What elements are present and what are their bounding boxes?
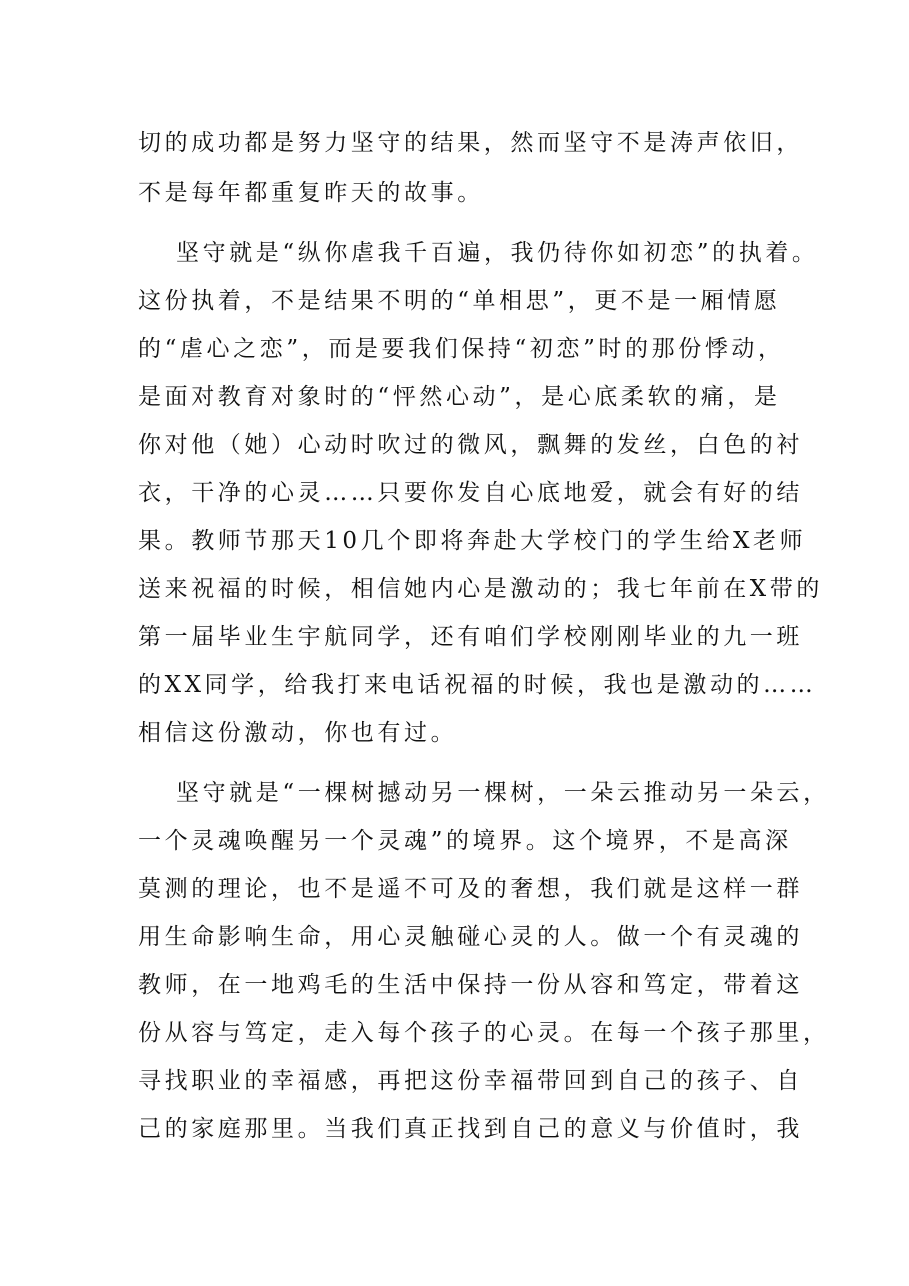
text-line: 果。教师节那天10几个即将奔赴大学校门的学生给X老师 [138,528,807,554]
text-line: 送来祝福的时候，相信她内心是激动的；我七年前在X带的 [138,576,823,602]
text-line: 第一届毕业生宇航同学，还有咱们学校刚刚毕业的九一班 [138,624,803,650]
text-line: 不是每年都重复昨天的故事。 [138,180,484,206]
text-line: 莫测的理论，也不是遥不可及的奢想，我们就是这样一群 [138,876,803,902]
text-line: 是面对教育对象时的“怦然心动”，是心底柔软的痛，是 [138,384,781,410]
text-line: 一个灵魂唤醒另一个灵魂”的境界。这个境界，不是高深 [138,828,792,854]
text-line: 切的成功都是努力坚守的结果，然而坚守不是涛声依旧， [138,130,803,156]
text-line: 教师，在一地鸡毛的生活中保持一份从容和笃定，带着这 [138,972,803,998]
text-line: 相信这份激动，你也有过。 [138,720,458,746]
text-line: 这份执着，不是结果不明的“单相思”，更不是一厢情愿 [138,288,781,314]
text-line: 寻找职业的幸福感，再把这份幸福带回到自己的孩子、自 [138,1068,803,1094]
text-line: 用生命影响生命，用心灵触碰心灵的人。做一个有灵魂的 [138,924,803,950]
text-line: 己的家庭那里。当我们真正找到自己的意义与价值时，我 [138,1116,803,1142]
text-line: 你对他（她）心动时吹过的微风，飘舞的发丝，白色的衬 [138,432,803,458]
text-line: 坚守就是“纵你虐我千百遍，我仍待你如初恋”的执着。 [176,240,819,266]
text-line: 份从容与笃定，走入每个孩子的心灵。在每一个孩子那里， [138,1020,830,1046]
text-line: 的“虐心之恋”，而是要我们保持“初恋”时的那份悸动， [138,336,785,362]
text-line: 衣，干净的心灵……只要你发自心底地爱，就会有好的结 [138,480,803,506]
text-line: 坚守就是“一棵树撼动另一棵树，一朵云推动另一朵云， [176,780,830,806]
text-line: 的XX同学，给我打来电话祝福的时候，我也是激动的…… [138,672,817,698]
